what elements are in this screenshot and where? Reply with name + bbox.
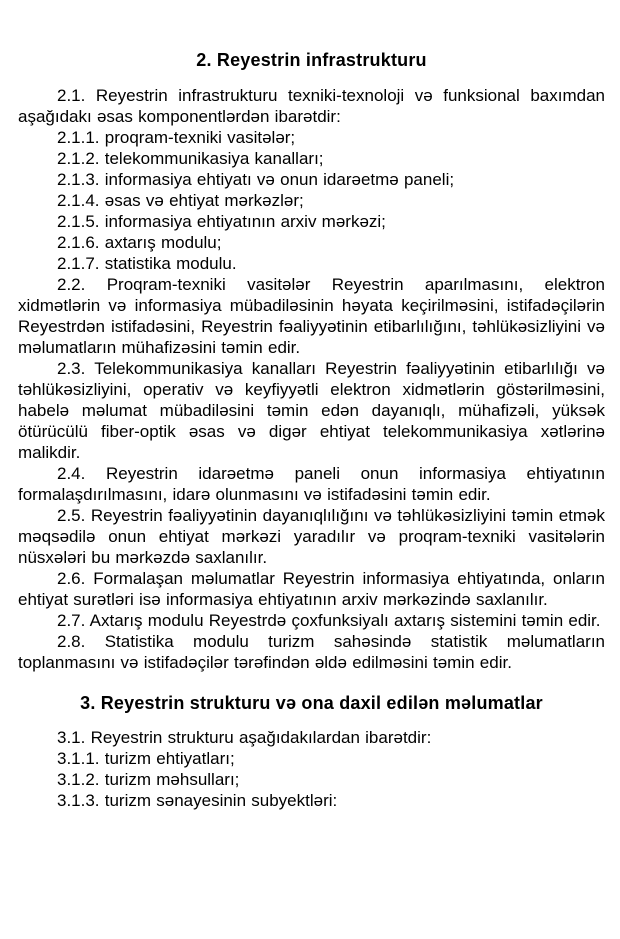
paragraph-2-3: 2.3. Telekommunikasiya kanalları Reyestrin fəaliyyətinin etibarlılığı və təhlükəsizliyini, operativ və keyfiyyətli elektron xidmətlərin göstərilməsini, habelə məlumat mübadiləsini təmin edən dayanıqlı, mühafizəli, yüksək ötürücülü fiber-optik əsas və digər ehtiyat telekommunikasiya xətlərinə malikdir. [18, 359, 605, 462]
list-item-2-1-2: 2.1.2. telekommunikasiya kanalları; [57, 149, 324, 168]
list-item-2-1-3: 2.1.3. informasiya ehtiyatı və onun idarəetmə paneli; [57, 170, 455, 189]
section-3-heading: 3. Reyestrin strukturu və ona daxil edilən məlumatlar [80, 693, 543, 713]
paragraph-2-5: 2.5. Reyestrin fəaliyyətinin dayanıqlılığını və təhlükəsizliyini təmin etmək məqsədilə onun ehtiyat mərkəzi yaradılır və proqram-texniki vasitələrin nüsxələri bu mərkəzdə saxlanılır. [18, 506, 605, 567]
list-item-2-1-1: 2.1.1. proqram-texniki vasitələr; [57, 128, 296, 147]
paragraph-3-1: 3.1. Reyestrin strukturu aşağıdakılardan ibarətdir: [57, 728, 432, 747]
paragraph-2-1: 2.1. Reyestrin infrastrukturu texniki-texnoloji və funksional baxımdan aşağıdakı əsas komponentlərdən ibarətdir: [18, 86, 605, 126]
list-item-3-1-2: 3.1.2. turizm məhsulları; [57, 770, 240, 789]
list-item-2-1-4: 2.1.4. əsas və ehtiyat mərkəzlər; [57, 191, 304, 210]
paragraph-2-8: 2.8. Statistika modulu turizm sahəsində statistik məlumatların toplanmasını və istifadəçilər tərəfindən əldə edilməsini təmin edir. [18, 632, 605, 672]
paragraph-2-2: 2.2. Proqram-texniki vasitələr Reyestrin aparılmasını, elektron xidmətlərin və informasiya mübadiləsinin həyata keçirilməsini, istifadəçilərin Reyestrdən istifadəsini, Reyestrin fəaliyyətinin etibarlılığını, təhlükəsizliyini və məlumatların mühafizəsini təmin edir. [18, 275, 605, 357]
list-item-2-1-6: 2.1.6. axtarış modulu; [57, 233, 222, 252]
section-2-heading: 2. Reyestrin infrastrukturu [196, 50, 427, 70]
paragraph-2-6: 2.6. Formalaşan məlumatlar Reyestrin informasiya ehtiyatında, onların ehtiyat surətləri isə informasiya ehtiyatının arxiv mərkəzində saxlanılır. [18, 569, 605, 609]
list-item-2-1-5: 2.1.5. informasiya ehtiyatının arxiv mərkəzi; [57, 212, 386, 231]
list-item-2-1-7: 2.1.7. statistika modulu. [57, 254, 237, 273]
paragraph-2-4: 2.4. Reyestrin idarəetmə paneli onun informasiya ehtiyatının formalaşdırılmasını, idarə olunmasını və istifadəsini təmin edir. [18, 464, 605, 504]
list-item-3-1-3: 3.1.3. turizm sənayesinin subyektləri: [57, 791, 338, 810]
list-item-3-1-1: 3.1.1. turizm ehtiyatları; [57, 749, 235, 768]
paragraph-2-7: 2.7. Axtarış modulu Reyestrdə çoxfunksiyalı axtarış sistemini təmin edir. [57, 611, 601, 630]
